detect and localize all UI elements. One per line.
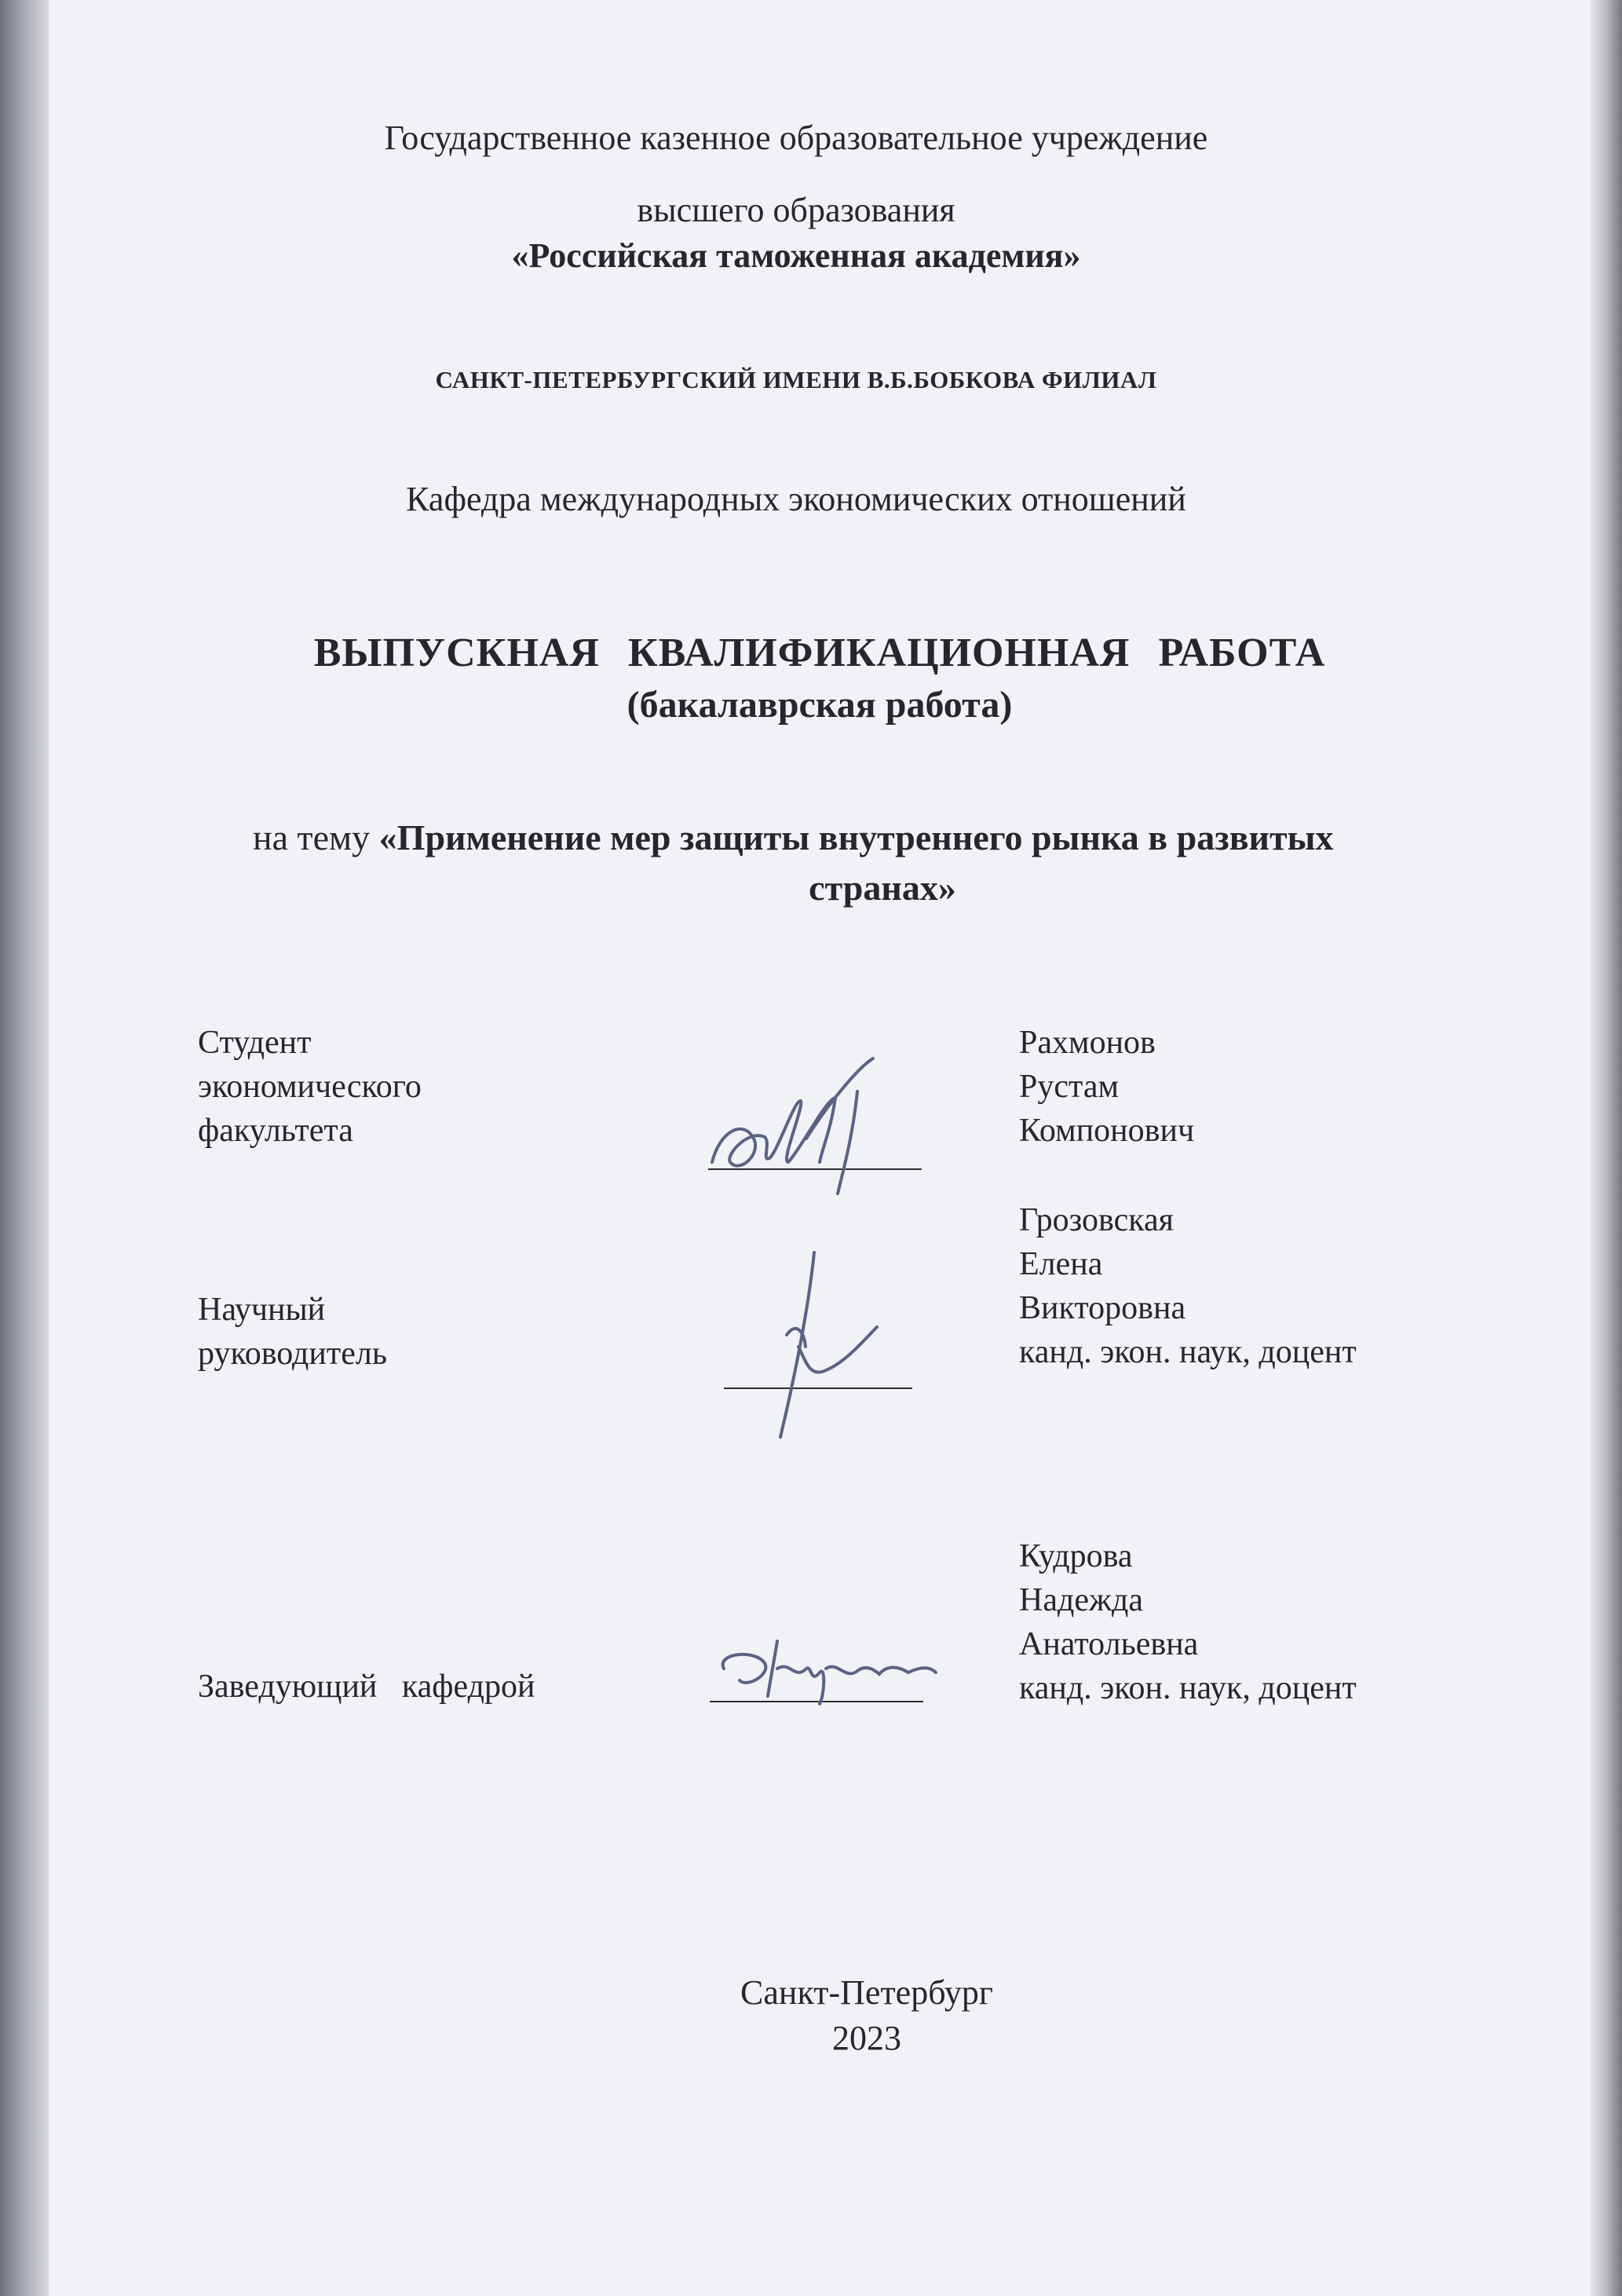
head-credentials: канд. экон. наук, доцент — [1019, 1670, 1357, 1706]
student-signature — [677, 1044, 928, 1201]
title-page — [49, 0, 1591, 2296]
topic-line-1 — [253, 817, 1334, 858]
head-of-department-role: Заведующий кафедрой — [198, 1669, 535, 1705]
student-name — [1019, 1021, 1194, 1153]
institution-line-2: высшего образования — [637, 191, 955, 229]
topic-text: «Применение мер защиты внутреннего рынка в развитых — [378, 817, 1334, 857]
department-name: Кафедра международных экономических отношений — [406, 480, 1186, 518]
supervisor-signature — [740, 1245, 928, 1449]
supervisor-role — [198, 1288, 387, 1376]
supervisor-name — [1019, 1198, 1357, 1374]
head-signature — [692, 1625, 944, 1712]
scan-left-edge — [0, 0, 49, 2296]
supervisor-name-line: Викторовна — [1019, 1290, 1186, 1326]
student-role-line: экономического — [198, 1069, 422, 1105]
student-name-line: Рустам — [1019, 1069, 1120, 1105]
head-of-department-name — [1019, 1534, 1357, 1710]
topic-line-2: странах» — [809, 868, 956, 908]
institution-line-1: Государственное казенное образовательное учреждение — [384, 119, 1208, 157]
student-name-line: Рахмонов — [1019, 1025, 1156, 1061]
topic-prefix: на тему — [253, 817, 371, 857]
scan-right-edge — [1591, 0, 1622, 2296]
work-title: ВЫПУСКНАЯ КВАЛИФИКАЦИОННАЯ РАБОТА — [313, 631, 1326, 675]
head-name-line: Надежда — [1019, 1582, 1144, 1618]
footer-city: Санкт-Петербург — [740, 1973, 993, 2012]
supervisor-name-line: Елена — [1019, 1246, 1103, 1282]
footer-year: 2023 — [832, 2019, 901, 2057]
supervisor-role-line: Научный — [198, 1292, 326, 1328]
academy-name: «Российская таможенная академия» — [511, 236, 1081, 275]
student-role-line: Студент — [198, 1025, 312, 1061]
head-name-line: Кудрова — [1019, 1538, 1133, 1574]
branch-name: САНКТ-ПЕТЕРБУРГСКИЙ ИМЕНИ В.Б.БОБКОВА ФИЛИАЛ — [435, 366, 1157, 393]
supervisor-credentials: канд. экон. наук, доцент — [1019, 1334, 1357, 1370]
student-name-line: Компонович — [1019, 1113, 1195, 1149]
student-role — [198, 1021, 422, 1153]
student-role-line: факультета — [198, 1113, 353, 1149]
supervisor-name-line: Грозовская — [1019, 1202, 1174, 1238]
head-name-line: Анатольевна — [1019, 1626, 1199, 1662]
supervisor-role-line: руководитель — [198, 1336, 388, 1372]
work-subtitle: (бакалаврская работа) — [627, 684, 1013, 726]
